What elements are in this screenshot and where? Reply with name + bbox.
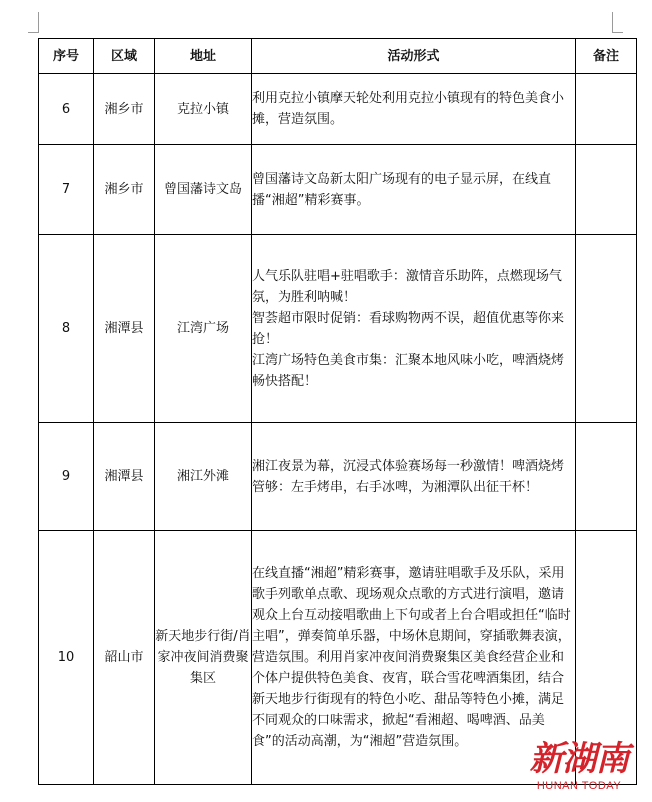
cell-region: 湘潭县: [94, 235, 155, 423]
cell-address: 湘江外滩: [155, 423, 252, 531]
cell-region: 湘乡市: [94, 145, 155, 235]
cell-note: [576, 74, 637, 145]
page-corner-mark-right: [612, 12, 623, 33]
cell-activity: 利用克拉小镇摩天轮处利用克拉小镇现有的特色美食小摊，营造氛围。: [252, 74, 576, 145]
cell-activity: 湘江夜景为幕，沉浸式体验赛场每一秒激情！啤酒烧烤管够：左手烤串，右手冰啤，为湘潭队出征干杯！: [252, 423, 576, 531]
table-header-row: [39, 39, 637, 74]
activity-line: 江湾广场特色美食市集：汇聚本地风味小吃，啤酒烧烤畅快搭配！: [252, 352, 565, 389]
header-seq: 序号: [39, 39, 94, 74]
cell-activity: [252, 235, 576, 423]
cell-seq: 10: [39, 531, 94, 785]
cell-seq: 9: [39, 423, 94, 531]
cell-note: [576, 423, 637, 531]
cell-activity: 在线直播“湘超”精彩赛事，邀请驻唱歌手及乐队，采用歌手列歌单点歌、现场观众点歌的方式进行演唱，邀请观众上台互动接唱歌曲上下句或者上台合唱或担任“临时主唱”，弹奏简单乐器，中场休息期间，穿插歌舞表演，营造氛围。利用肖家冲夜间消费聚集区美食经营企业和个体户提供特色美食、夜宵，联合雪花啤酒集团，结合新天地步行街现有的特色小吃、甜品等特色小摊，满足不同观众的口味需求，掀起“看湘超、喝啤酒、品美食”的活动高潮，为“湘超”营造氛围。: [252, 531, 576, 785]
hunan-today-watermark: [526, 738, 632, 798]
cell-address: 江湾广场: [155, 235, 252, 423]
cell-seq: 7: [39, 145, 94, 235]
cell-activity: 曾国藩诗文岛新太阳广场现有的电子显示屏，在线直播“湘超”精彩赛事。: [252, 145, 576, 235]
cell-note: [576, 145, 637, 235]
table-row: [39, 423, 637, 531]
watermark-logo-text: 新湖南: [529, 739, 629, 779]
table-row: [39, 235, 637, 423]
cell-address: 曾国藩诗文岛: [155, 145, 252, 235]
cell-region: 韶山市: [94, 531, 155, 785]
header-region: 区域: [94, 39, 155, 74]
table-row: [39, 145, 637, 235]
table-row: [39, 74, 637, 145]
cell-address: 新天地步行街/肖家冲夜间消费聚集区: [155, 531, 252, 785]
cell-note: [576, 235, 637, 423]
cell-address: 克拉小镇: [155, 74, 252, 145]
cell-seq: 8: [39, 235, 94, 423]
header-address: 地址: [155, 39, 252, 74]
cell-region: 湘乡市: [94, 74, 155, 145]
header-activity: 活动形式: [252, 39, 576, 74]
page-corner-mark-left: [28, 12, 39, 33]
activity-table: [38, 38, 637, 785]
activity-line: 智荟超市限时促销：看球购物两不误，超值优惠等你来抢！: [252, 310, 565, 347]
activity-line: 人气乐队驻唱+驻唱歌手：激情音乐助阵，点燃现场气氛，为胜利呐喊！: [252, 268, 562, 305]
cell-region: 湘潭县: [94, 423, 155, 531]
cell-seq: 6: [39, 74, 94, 145]
watermark-subtext: HUNAN TODAY: [536, 780, 622, 792]
header-note: 备注: [576, 39, 637, 74]
